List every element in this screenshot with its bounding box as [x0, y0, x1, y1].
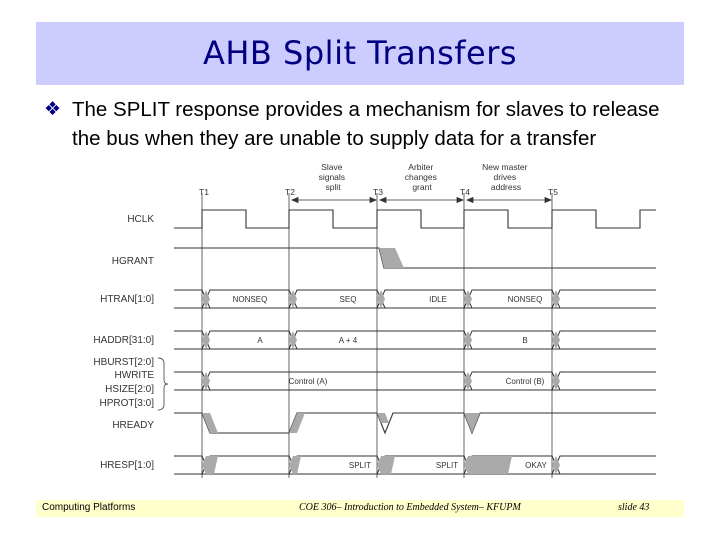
signal-hburst: HBURST[2:0] — [93, 357, 154, 368]
bullet-icon: ❖ — [44, 98, 62, 120]
signal-hwrite: HWRITE — [114, 370, 154, 381]
haddr-value-a: A — [257, 336, 263, 345]
signal-hresp: HRESP[1:0] — [100, 460, 154, 471]
htrans-value-idle: IDLE — [429, 295, 447, 304]
time-label-t3: T3 — [373, 187, 383, 197]
haddr-value-b: B — [522, 336, 528, 345]
signal-hgrant: HGRANT — [111, 256, 154, 267]
signal-hsize: HSIZE[2:0] — [105, 384, 154, 395]
haddr-bus — [174, 331, 656, 349]
footer-course: Computing Platforms — [42, 502, 136, 513]
bullet-text: The SPLIT response provides a mechanism for slaves to release the bus when they are unable to supply data for a transfer — [72, 98, 660, 150]
signal-htrans: HTRAN[1:0] — [100, 294, 154, 305]
hclk-waveform — [174, 210, 656, 228]
htrans-value-nonseq-1: NONSEQ — [232, 295, 268, 304]
control-value-b: Control (B) — [505, 377, 545, 386]
signal-hready: HREADY — [112, 420, 154, 431]
annotation-slave-split: Slave signals split — [318, 162, 346, 192]
footer-slide-number: slide 43 — [618, 502, 650, 513]
signal-hclk: HCLK — [127, 214, 154, 225]
footer-bar — [36, 500, 684, 517]
htrans-value-seq: SEQ — [339, 295, 357, 304]
annotation-arbiter-grant: Arbiter changes grant — [404, 162, 437, 192]
annotation-new-master: New master drives address — [482, 162, 528, 192]
control-group-bracket — [158, 358, 168, 410]
signal-haddr: HADDR[31:0] — [93, 335, 154, 346]
control-bus — [174, 372, 656, 390]
control-value-a: Control (A) — [288, 377, 328, 386]
period-arrows — [292, 198, 551, 203]
time-label-t4: T4 — [460, 187, 470, 197]
hresp-value-okay: OKAY — [525, 461, 547, 470]
htrans-value-nonseq-2: NONSEQ — [507, 295, 543, 304]
signal-hprot: HPROT[3:0] — [99, 398, 154, 409]
slide-title: AHB Split Transfers — [202, 34, 518, 72]
hresp-value-split-1: SPLIT — [348, 461, 372, 470]
hgrant-waveform — [174, 248, 656, 268]
hresp-bus — [174, 456, 656, 474]
hresp-value-split-2: SPLIT — [435, 461, 459, 470]
footer-title: COE 306– Introduction to Embedded System– KFUPM — [299, 502, 521, 513]
time-markers — [202, 193, 552, 478]
haddr-value-a4: A + 4 — [338, 336, 358, 345]
time-label-t1: T1 — [199, 187, 209, 197]
time-label-t5: T5 — [548, 187, 558, 197]
time-label-t2: T2 — [285, 187, 295, 197]
hready-waveform — [174, 413, 656, 433]
